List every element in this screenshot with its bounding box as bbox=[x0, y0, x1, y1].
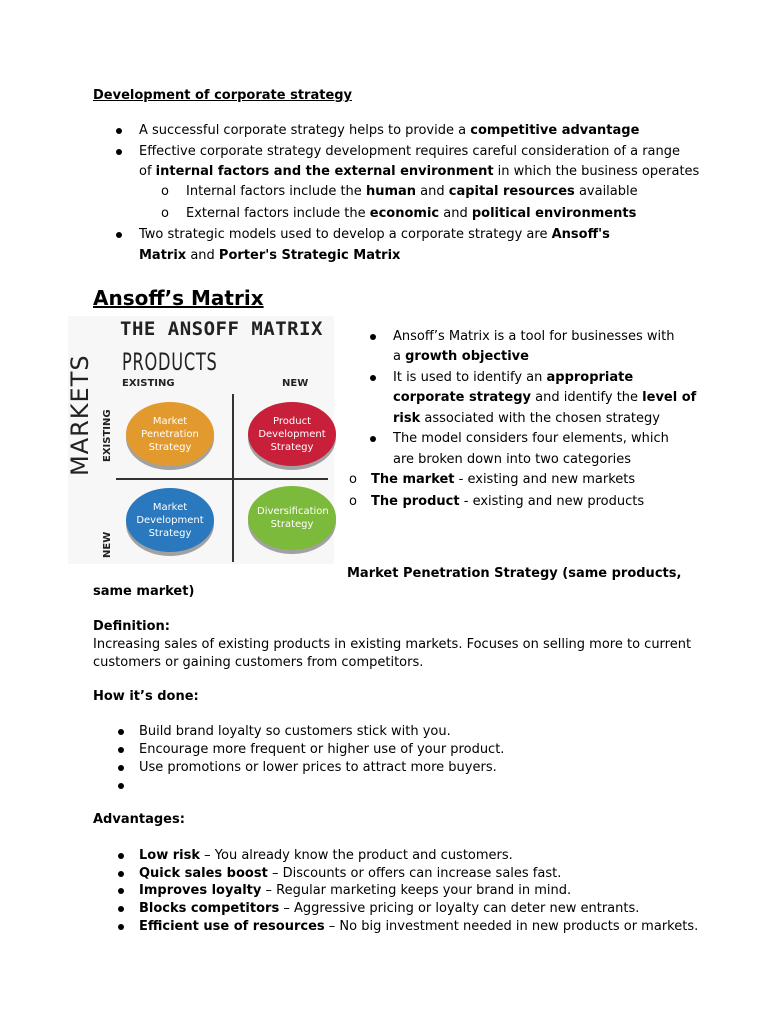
intro-sub-bullet-2 bbox=[186, 205, 636, 223]
ansoff-sub-point-1 bbox=[371, 471, 635, 489]
ansoff-point-1-line1: Ansoff’s Matrix is a tool for businesses with bbox=[393, 329, 675, 344]
document-heading: Development of corporate strategy bbox=[93, 88, 353, 103]
how-item: Build brand loyalty so customers stick with you. bbox=[139, 724, 451, 739]
circle-bullet-icon: o bbox=[349, 494, 357, 509]
text: in which the business operates bbox=[493, 164, 700, 179]
how-item: Encourage more frequent or higher use of your product. bbox=[139, 742, 505, 757]
bold-text: Blocks competitors bbox=[139, 901, 280, 916]
new-row-label: NEW bbox=[102, 531, 113, 558]
bold-text: growth objective bbox=[405, 349, 529, 364]
circle-bullet-icon: o bbox=[161, 184, 169, 199]
horizontal-divider bbox=[116, 478, 328, 480]
definition-line1: Increasing sales of existing products in existing markets. Focuses on selling more to current bbox=[93, 637, 692, 652]
bold-text: Improves loyalty bbox=[139, 883, 262, 898]
bold-text: competitive advantage bbox=[470, 123, 640, 138]
circle-bullet-icon: o bbox=[349, 472, 357, 487]
ansoff-point-2-line2 bbox=[393, 389, 696, 407]
intro-bullet-3-line2 bbox=[139, 247, 400, 265]
bullet-icon bbox=[118, 906, 124, 912]
intro-bullet-2-line1: Effective corporate strategy development requires careful consideration of a range bbox=[139, 144, 681, 159]
figure-title: THE ANSOFF MATRIX bbox=[120, 318, 323, 340]
quadrant-label: Product Development Strategy bbox=[258, 415, 326, 453]
bullet-icon bbox=[118, 924, 124, 930]
intro-bullet-2-line2 bbox=[139, 163, 699, 181]
bullet-icon bbox=[118, 765, 124, 771]
text: and bbox=[186, 248, 219, 263]
bold-text: risk bbox=[393, 411, 421, 426]
bullet-icon bbox=[118, 729, 124, 735]
how-label: How it’s done: bbox=[93, 689, 199, 704]
existing-row-label: EXISTING bbox=[102, 409, 113, 462]
bullet-icon bbox=[116, 128, 122, 134]
text: available bbox=[574, 184, 638, 199]
existing-column-label: EXISTING bbox=[122, 378, 175, 389]
ansoff-matrix-figure bbox=[68, 316, 334, 564]
text: A successful corporate strategy helps to provide a bbox=[139, 123, 471, 138]
market-penetration-quadrant bbox=[126, 402, 214, 466]
text: – You already know the product and customers. bbox=[200, 848, 513, 863]
bullet-icon bbox=[118, 783, 124, 789]
quadrant-label: Market Development Strategy bbox=[136, 501, 204, 539]
intro-bullet-1 bbox=[139, 122, 639, 140]
bold-text: Efficient use of resources bbox=[139, 919, 325, 934]
quadrant-label: Market Penetration Strategy bbox=[141, 415, 199, 453]
bold-text: internal factors and the external environment bbox=[155, 164, 494, 179]
bullet-icon bbox=[118, 871, 124, 877]
product-development-quadrant bbox=[248, 402, 336, 466]
quadrant-label: Diversification Strategy bbox=[257, 506, 329, 530]
bullet-icon bbox=[370, 436, 376, 442]
text: of bbox=[139, 164, 156, 179]
bold-text: Porter's Strategic Matrix bbox=[218, 248, 401, 263]
bold-text: Quick sales boost bbox=[139, 866, 268, 881]
bold-text: capital resources bbox=[448, 184, 575, 199]
ansoff-point-1-line2 bbox=[393, 348, 529, 366]
text: and identify the bbox=[530, 390, 643, 405]
ansoff-point-3-line1: The model considers four elements, which bbox=[393, 431, 669, 446]
bold-text: level of bbox=[642, 390, 697, 405]
text: – No big investment needed in new products or markets. bbox=[324, 919, 699, 934]
ansoff-sub-point-2 bbox=[371, 493, 644, 511]
text: Internal factors include the bbox=[186, 184, 366, 199]
text: associated with the chosen strategy bbox=[420, 411, 660, 426]
bold-text: The market bbox=[371, 472, 455, 487]
intro-bullet-3-line1 bbox=[139, 226, 610, 244]
bold-text: appropriate bbox=[546, 370, 634, 385]
diversification-quadrant bbox=[248, 486, 336, 550]
text: – Discounts or offers can increase sales fast. bbox=[267, 866, 562, 881]
text: External factors include the bbox=[186, 206, 370, 221]
text: – Aggressive pricing or loyalty can deter new entrants. bbox=[279, 901, 640, 916]
circle-bullet-icon: o bbox=[161, 206, 169, 221]
bold-text: economic bbox=[369, 206, 440, 221]
intro-sub-bullet-1 bbox=[186, 183, 638, 201]
bullet-icon bbox=[118, 888, 124, 894]
mps-title-line1: Market Penetration Strategy (same products, bbox=[347, 566, 682, 581]
bullet-icon bbox=[116, 149, 122, 155]
text: It is used to identify an bbox=[393, 370, 547, 385]
bullet-icon bbox=[370, 334, 376, 340]
markets-axis-label: MARKETS bbox=[66, 354, 94, 476]
bold-text: The product bbox=[371, 494, 460, 509]
advantage-item bbox=[139, 847, 513, 865]
bullet-icon bbox=[116, 232, 122, 238]
bold-text: political environments bbox=[471, 206, 637, 221]
text: – Regular marketing keeps your brand in mind. bbox=[261, 883, 572, 898]
bold-text: human bbox=[365, 184, 417, 199]
advantage-item bbox=[139, 882, 571, 900]
section-title: Ansoff’s Matrix bbox=[93, 286, 264, 310]
mps-title-line2: same market) bbox=[93, 584, 195, 599]
products-axis-label: PRODUCTS bbox=[122, 348, 218, 376]
text: and bbox=[416, 184, 449, 199]
definition-label: Definition: bbox=[93, 619, 171, 634]
bullet-icon bbox=[370, 375, 376, 381]
advantage-item bbox=[139, 865, 561, 883]
ansoff-point-2-line3 bbox=[393, 410, 660, 428]
bold-text: Low risk bbox=[139, 848, 201, 863]
advantage-item bbox=[139, 918, 698, 936]
ansoff-point-3-line2: are broken down into two categories bbox=[393, 452, 632, 467]
text: and bbox=[439, 206, 472, 221]
advantages-label: Advantages: bbox=[93, 812, 185, 827]
bold-text: Matrix bbox=[139, 248, 187, 263]
text: - existing and new markets bbox=[454, 472, 636, 487]
new-column-label: NEW bbox=[282, 378, 309, 389]
bold-text: Ansoff's bbox=[551, 227, 610, 242]
advantage-item bbox=[139, 900, 639, 918]
market-development-quadrant bbox=[126, 488, 214, 552]
bullet-icon bbox=[118, 853, 124, 859]
text: a bbox=[393, 349, 406, 364]
text: Two strategic models used to develop a corporate strategy are bbox=[139, 227, 552, 242]
ansoff-point-2-line1 bbox=[393, 369, 633, 387]
text: - existing and new products bbox=[459, 494, 645, 509]
bold-text: corporate strategy bbox=[393, 390, 531, 405]
how-item: Use promotions or lower prices to attract more buyers. bbox=[139, 760, 497, 775]
bullet-icon bbox=[118, 747, 124, 753]
definition-line2: customers or gaining customers from competitors. bbox=[93, 655, 424, 670]
